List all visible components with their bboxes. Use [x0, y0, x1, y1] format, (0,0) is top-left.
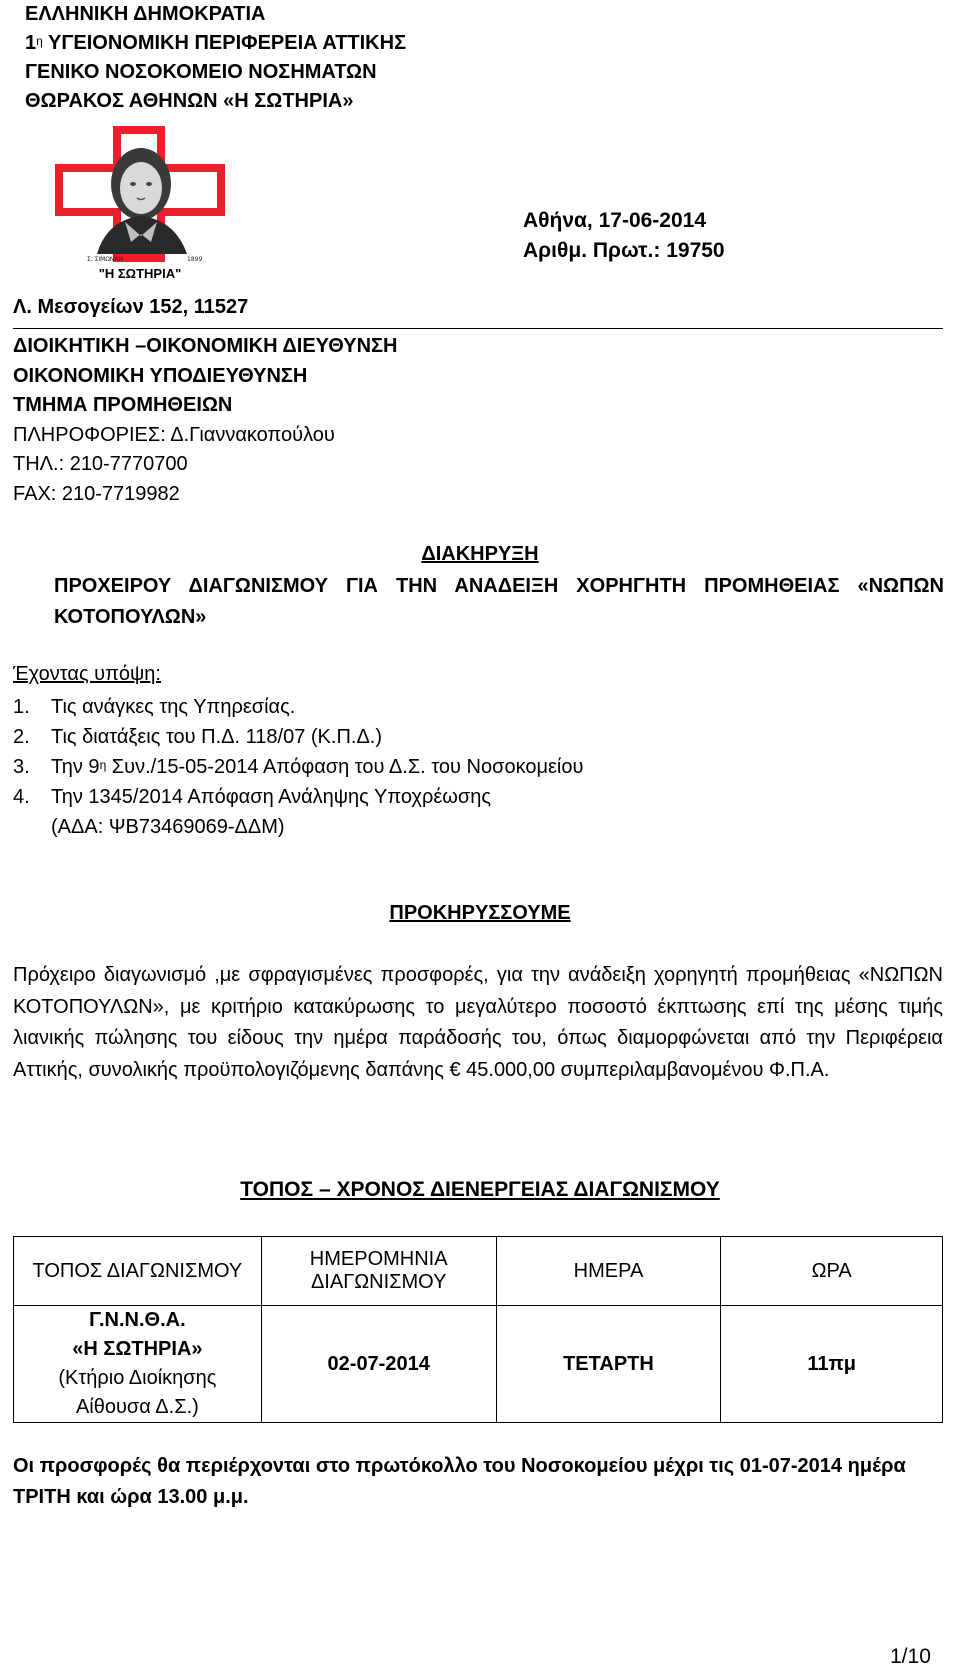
- header-line-2: $1^\eta$ ΥΓΕΙΟΝΟΜΙΚΗ ΠΕΡΙΦΕΡΕΙΑ ΑΤΤΙΚΗΣ: [25, 32, 407, 54]
- logo-caption: "Η ΣΩΤΗΡΙΑ": [98, 266, 182, 281]
- footer-note: Οι προσφορές θα περιέρχονται στο πρωτόκολλο του Νοσοκομείου μέχρι τις 01-07-2014 ημέρα ΤΡΙΤΗ και ώρα 13.00 μ.μ.: [13, 1455, 906, 1508]
- dept-direction: ΔΙΟΙΚΗΤΙΚΗ –ΟΙΚΟΝΟΜΙΚΗ ΔΙΕΥΘΥΝΣΗ: [13, 335, 398, 357]
- document-title: ΔΙΑΚΗΡΥΞΗ: [421, 543, 539, 565]
- cell-time: 11πμ: [721, 1306, 943, 1423]
- list-item: 2. Τις διατάξεις του Π.Δ. 118/07 (Κ.Π.Δ.): [13, 726, 383, 748]
- list-item: 3. Την $9^\eta$ Συν./15-05-2014 Απόφαση του Δ.Σ. του Νοσοκομείου: [13, 756, 584, 778]
- table-row: [14, 1306, 943, 1423]
- schedule-title: ΤΟΠΟΣ – ΧΡΟΝΟΣ ΔΙΕΝΕΡΓΕΙΑΣ ΔΙΑΓΩΝΙΣΜΟΥ: [240, 1178, 720, 1201]
- list-item: 1. Τις ανάγκες της Υπηρεσίας.: [13, 696, 296, 718]
- dept-subdirection: ΟΙΚΟΝΟΜΙΚΗ ΥΠΟΔΙΕΥΘΥΝΣΗ: [13, 364, 308, 387]
- header-line-1: ΕΛΛΗΝΙΚΗ ΔΗΜΟΚΡΑΤΙΑ: [25, 3, 266, 25]
- protocol-number: Αριθμ. Πρωτ.: 19750: [523, 239, 725, 262]
- document-subtitle: ΠΡΟΧΕΙΡΟΥ ΔΙΑΓΩΝΙΣΜΟΥ ΓΙΑ ΤΗΝ ΑΝΑΔΕΙΞΗ ΧΟΡΗΓΗΤΗ ΠΡΟΜΗΘΕΙΑΣ «ΝΩΠΩΝ ΚΟΤΟΠΟΥΛΩΝ»: [54, 575, 944, 628]
- proclaim-heading: ΠΡΟΚΗΡΥΣΣΟΥΜΕ: [389, 902, 571, 924]
- dept-phone: ΤΗΛ.: 210-7770700: [13, 453, 188, 475]
- header-line-3: ΓΕΝΙΚΟ ΝΟΣΟΚΟΜΕΙΟ ΝΟΣΗΜΑΤΩΝ: [25, 61, 377, 83]
- table-row: [14, 1237, 943, 1306]
- schedule-table: [13, 1236, 943, 1423]
- cell-day: ΤΕΤΑΡΤΗ: [496, 1306, 721, 1423]
- header-divider: [13, 328, 943, 329]
- date-block: [523, 206, 725, 266]
- logo-right-text: 1899: [187, 256, 203, 263]
- body-paragraph: Πρόχειρο διαγωνισμό ,με σφραγισμένες προσφορές, για την ανάδειξη χορηγητή προμήθειας «ΝΩΠΩΝ ΚΟΤΟΠΟΥΛΩΝ», με κριτήριο κατακύρωσης το μεγαλύτερο ποσοστό έκπτωσης επί της μέσης τιμής λιανικής πώλησης του είδους την ημέρα παράδοσής του, όπως διαμορφώνεται από την Περιφέρεια Αττικής, συνολικής προϋπολογιζόμενης δαπάνης € 45.000,00 συμπεριλαμβανομένου Φ.Π.Α.: [13, 964, 943, 1081]
- dept-section: ΤΜΗΜΑ ΠΡΟΜΗΘΕΙΩΝ: [13, 394, 233, 416]
- considering-list: [13, 692, 583, 842]
- header-time: ΩΡΑ: [721, 1237, 943, 1306]
- department-info: [13, 332, 397, 509]
- cell-place: Γ.Ν.Ν.Θ.Α. «Η ΣΩΤΗΡΙΑ» (Κτήριο Διοίκησης Αίθουσα Δ.Σ.): [14, 1306, 262, 1423]
- header-day: ΗΜΕΡΑ: [496, 1237, 721, 1306]
- hospital-logo: [47, 124, 233, 284]
- dept-info-contact: ΠΛΗΡΟΦΟΡΙΕΣ: Δ.Γιαννακοπούλου: [13, 423, 335, 446]
- place-date: Αθήνα, 17-06-2014: [523, 209, 707, 232]
- hospital-logo-image: [47, 124, 233, 284]
- address: Λ. Μεσογείων 152, 11527: [13, 296, 249, 318]
- header-line-4: ΘΩΡΑΚΟΣ ΑΘΗΝΩΝ «Η ΣΩΤΗΡΙΑ»: [25, 90, 354, 112]
- hospital-header: [25, 0, 406, 116]
- header-date: ΗΜΕΡΟΜΗΝΙΑ ΔΙΑΓΩΝΙΣΜΟΥ: [261, 1237, 496, 1306]
- dept-fax: FAX: 210-7719982: [13, 482, 180, 505]
- header-place: ΤΟΠΟΣ ΔΙΑΓΩΝΙΣΜΟΥ: [14, 1237, 262, 1306]
- list-item: 4. Την 1345/2014 Απόφαση Ανάληψης Υποχρέωσης (ΑΔΑ: ΨΒ73469069-ΔΔΜ): [13, 786, 491, 838]
- logo-left-text: Σ. ΣΙΜΩΝΑΝ: [87, 256, 124, 263]
- cell-date: 02-07-2014: [261, 1306, 496, 1423]
- page-number: 1/10: [890, 1645, 931, 1668]
- considering-label: Έχοντας υπόψη:: [13, 663, 161, 685]
